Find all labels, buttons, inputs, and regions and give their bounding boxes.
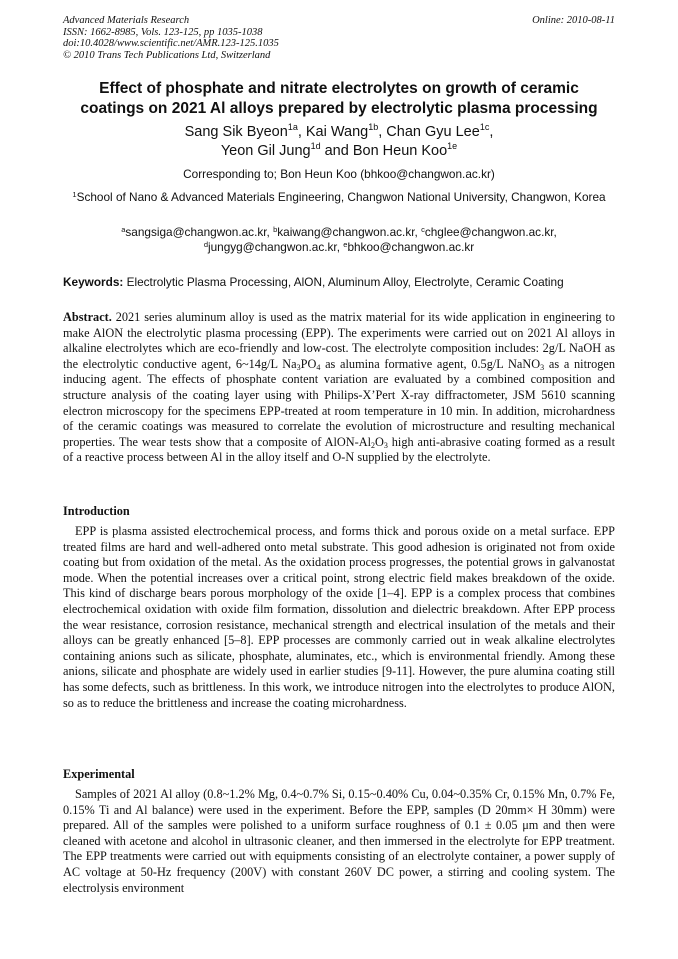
journal-issn: ISSN: 1662-8985, Vols. 123-125, pp 1035-1038 (63, 26, 263, 38)
author-name: Bon Heun Koo (352, 143, 448, 159)
author-separator: , (378, 124, 387, 140)
abstract-label: Abstract. (63, 310, 112, 324)
title-line-2: coatings on 2021 Al alloys prepared by electrolytic plasma processing (80, 100, 598, 117)
email: chglee@changwon.ac.kr, (424, 225, 557, 239)
journal-doi: doi:10.4028/www.scientific.net/AMR.123-125.1035 (63, 38, 279, 49)
email: sangsiga@changwon.ac.kr, (125, 225, 274, 239)
abstract-text: 2021 series aluminum alloy is used as the matrix material for its wide application in engineering to make AlON the electrolytic plasma processing (EPP). The experiments were carried out on 2021 Al alloys in alkaline electrolytes which are eco-friendly and low-cost. The electrolyte composition includes: 2g/L NaOH as the electrolytic conductive agent, 6~14g/L Na (63, 310, 615, 371)
keywords (63, 275, 615, 290)
keywords-label: Keywords: (63, 275, 124, 289)
journal-copyright: © 2010 Trans Tech Publications Ltd, Switzerland (63, 49, 271, 61)
author-sup: 1d (310, 141, 321, 151)
affiliation-sup: 1 (72, 190, 77, 199)
email: kaiwang@changwon.ac.kr, (277, 225, 422, 239)
paper-title (40, 79, 638, 119)
experimental-text: Samples of 2021 Al alloy (0.8~1.2% Mg, 0.4~0.7% Si, 0.15~0.40% Cu, 0.04~0.35% Cr, 0.15% Mn, 0.7% Fe, 0.15% Ti and Al balance) were used in the experiment. Before the EPP, samples (D 20mm× H 30mm) were prepared. All of the samples were polished to a uniform surface roughness of 0.1 ± 0.05 μm and then were cleaned with acetone and alcohol in ultrasonic cleaner, and then immersed in the electrolyte for EPP treatment. The EPP treatments were carried out with equipments consisting of an electrolyte container, a power supply of AC voltage at 50-Hz frequency (200V) with constant 260V DC power, a stirring and cooling system. The electrolysis environment (63, 787, 615, 895)
author-name: Kai Wang (305, 124, 369, 140)
email-sup: c (421, 225, 425, 234)
author-sup: 1a (287, 122, 298, 132)
subscript: 3 (383, 440, 388, 450)
abstract-text: as alumina formative agent, 0.5g/L NaNO (320, 356, 541, 371)
author-name: Yeon Gil Jung (220, 143, 311, 159)
keywords-text: Electrolytic Plasma Processing, AlON, Aluminum Alloy, Electrolyte, Ceramic Coating (123, 275, 564, 289)
subscript: 3 (296, 362, 301, 372)
author-name: Chan Gyu Lee (386, 124, 480, 140)
subscript: 2 (371, 440, 376, 450)
abstract-text: O (375, 434, 384, 449)
email-sup: a (121, 225, 126, 234)
email: jungyg@changwon.ac.kr, (207, 240, 344, 254)
journal-header (63, 15, 615, 61)
experimental-heading: Experimental (63, 767, 135, 781)
emails-line-2 (40, 240, 638, 255)
authors-line-1: Sang Sik Byeon$^{1a}$, Kai Wang$^{1b}$, Chan Gyu Lee$^{1c}$, (184, 122, 494, 140)
online-date: Online: 2010-08-11 (532, 15, 615, 26)
affiliation-text: School of Nano & Advanced Materials Engineering, Changwon National University, Changwon, Korea (76, 190, 606, 204)
emails-line-1 (40, 225, 638, 240)
subscript: 4 (316, 362, 321, 372)
subscript: 3 (540, 362, 545, 372)
author-sup: 1b (368, 122, 379, 132)
author-separator: and (320, 143, 353, 159)
corresponding-author: Corresponding to; Bon Heun Koo (bhkoo@changwon.ac.kr) (183, 167, 495, 181)
title-line-1: Effect of phosphate and nitrate electrolytes on growth of ceramic (99, 80, 579, 97)
introduction-text: EPP is plasma assisted electrochemical process, and forms thick and porous oxide on a metal surface. EPP treated films are hard and well-adhered onto metal substrate. This good adhesion is originated not from oxide coating but from oxidation of the metal. As the oxidation process progresses, the potential grows in galvanostat mode. When the potential increases over a critical point, strong electric field makes breakdown of the oxide. This kind of discharge bears porous morphology of the oxide [1–4]. EPP is a complex process that combines electrochemical oxidation with oxide film formation, dissolution and dielectric breakdown. After EPP process the wear resistance, corrosion resistance, mechanical strength and electrical insulation of the metals and their alloys can be greatly enhanced [5–8]. EPP processes are commonly carried out in weak alkaline electrolytes containing anions such as silicate, phosphate, aluminates, etc., which is environmental friendly. Among these anions, silicate and phosphate are widely used in earlier studies [9-11]. However, the pure alumina coating still has some defects, such as brittleness. In this work, we introduce nitrogen into the electrolytes to produce AlON, so as to reduce the brittleness and increase the coating microhardness. (63, 524, 615, 710)
email: bhkoo@changwon.ac.kr (347, 240, 475, 254)
author-emails (40, 225, 638, 255)
email-sup: e (343, 240, 348, 249)
abstract (63, 310, 615, 466)
author-name: Sang Sik Byeon (184, 124, 288, 140)
authors-line-2 (60, 142, 618, 161)
email-sup: b (273, 225, 278, 234)
journal-name: Advanced Materials Research (63, 15, 190, 26)
abstract-text: as a nitrogen inducing agent. The effects of phosphate content variation are evaluated by a combined composition and structure analysis of the coating layer using with Philips-X’Pert X-ray diffractometer, JSM 5610 scanning electron microscopy for the specimens EPP-treated at room temperature in 10 min. In addition, microhardness of the ceramic coatings was measured to correlate the evolution of microstructure and resulting mechanical properties. The wear tests show that a composite of AlON-Al (63, 356, 615, 449)
author-separator: , (297, 124, 306, 140)
author-list (60, 123, 618, 161)
introduction-heading: Introduction (63, 504, 130, 518)
abstract-text: PO (300, 356, 317, 371)
author-sup: 1e (447, 141, 458, 151)
author-sup: 1c (479, 122, 490, 132)
affiliation (40, 190, 638, 205)
email-sup: d (203, 240, 208, 249)
abstract-text: high anti-abrasive coating formed as a result of a reactive process between Al in the alloy itself and O-N supplied by the electrolyte. (63, 434, 616, 465)
